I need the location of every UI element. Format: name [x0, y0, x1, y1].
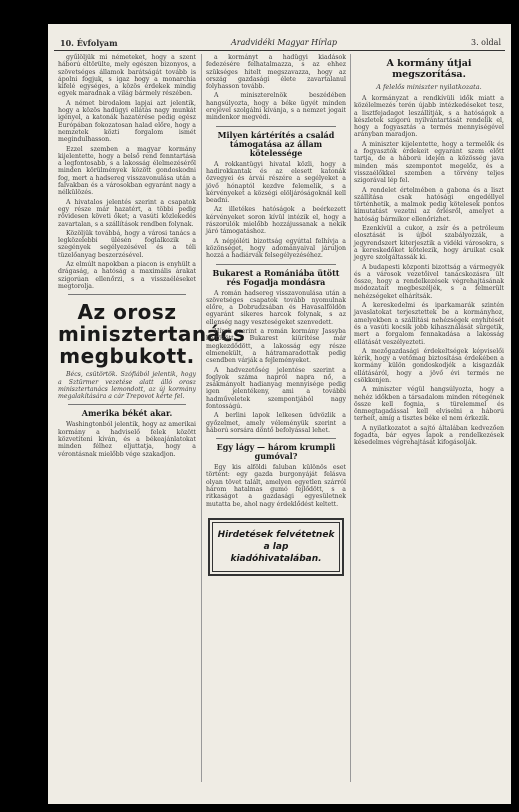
article-paragraph: Ezenkívül a cukor, a zsír és a petróleum elosztását is újból szabályozzák, a jegyrendszert kiterjesztik a vidéki városokra, s a kereskedőket kötelezik, hogy áruikat csak jegyre szolgáltassák ki.	[354, 225, 504, 262]
article-paragraph: A mezőgazdasági érdekeltségek képviselői kérik, hogy a vetőmag biztosítása érdekében a kormány külön gondoskodjék a kisgazdák ellátásáról, hogy a jövő évi termés ne csökkenjen.	[354, 347, 504, 384]
article-paragraph: A nyilatkozatot a sajtó általában kedvezően fogadta, bár egyes lapok a rendelkezések késedelmes végrehajtását kifogásolják.	[354, 424, 504, 447]
article-paragraph: A kereskedelmi és iparkamarák szintén javaslatokat terjesztettek be a kormányhoz, amelyekben a szállítási nehézségek enyhítését és a vasúti kocsik jobb kihasználását sürgetik, mert a forgalom fennakadása a lakosság ellátását veszélyezteti.	[354, 302, 504, 346]
article-paragraph: A miniszterelnök beszédében hangsúlyozta, hogy a béke ügyét minden erejével szolgálni kívánja, s a nemzet jogait mindenkor megvédi.	[206, 92, 346, 122]
section-rule	[216, 264, 336, 265]
headline-intro: Bécs, csütörtök. Szófiából jelentik, hogy a Sztürmer vezetése alatt álló orosz minisztertanács lemondott, az új kormány megalakítására a cár Trepovot kérte fel.	[58, 371, 196, 401]
article-paragraph: A miniszter végül hangsúlyozta, hogy a nehéz időkben a társadalom minden rétegének össze kell fognia, s türelemmel és önmegtagadással kell elviselni a háború terheit, amíg a tisztes béke el nem érkezik.	[354, 386, 504, 423]
subheadline: A felelős miniszter nyilatkozata.	[376, 83, 482, 91]
article-paragraph: A népjóléti bizottság egyúttal felhívja a közönséget, hogy adományaival járuljon hozzá a hadiárvák felsegélyezéséhez.	[206, 237, 346, 260]
newspaper-title: Aradvidéki Magyar Hírlap	[231, 38, 337, 47]
advertisement-text: Hirdetések felvétetnek a lap kiadóhivatalában.	[212, 522, 340, 572]
article-paragraph: Az elmúlt napokban a piacon is enyhült a drágaság, a hatóság a maximális árakat szigorúan ellenőrzi, s a visszaéléseket megtorolja.	[58, 261, 196, 290]
headline-compensation: Milyen kártérítés a család támogatása az állam kötelessége	[217, 129, 335, 158]
article-paragraph: A hadvezetőség jelentése szerint a foglyok száma napról napra nő, a zsákmányolt hadianyag mennyisége pedig igen jelentékeny, ami a további hadműveletek szempontjából nagy fontosságú.	[206, 366, 346, 410]
section-rule	[68, 404, 186, 405]
article-paragraph: A miniszter kijelentette, hogy a termelők és a fogyasztók érdekeit egyaránt szem előtt tartja, de a háború idején a közösség java minden más szempontot megelőz, és a visszaélőkkel szemben a törvény teljes szigorával lép fel.	[354, 140, 504, 185]
column-2	[206, 54, 346, 782]
column-1	[58, 54, 246, 782]
article-paragraph: A hivatalos jelentés szerint a csapatok egy része már hazatért, a többi pedig rövidesen követi őket; a vasúti közlekedés zavartalan, s a szállítások rendben folynak.	[58, 198, 196, 228]
article-paragraph: Hírek szerint a román kormány Jassyba költözött, Bukarest kiürítése már megkezdődött, a lakosság egy része elmenekült, a hátramaradottak pedig csendben várják a fejleményeket.	[206, 328, 346, 365]
section-rule	[216, 438, 336, 439]
headline-russian-cabinet: Az orosz minisztertanács megbukott.	[58, 300, 246, 369]
newspaper-page	[48, 24, 511, 804]
article-paragraph: A budapesti központi bizottság a vármegyék és a városok vezetőivel tanácskozásra ült össze, hogy a rendelkezések végrehajtásának módozatait megbeszéljék, s a felmerült nehézségeket elhárítsák.	[354, 263, 504, 300]
article-paragraph: A kormányzat a rendkívüli idők miatt a közélelmezés terén újabb intézkedéseket tesz, a lisztfejadagot leszállítják, s a hatóságok a készletek szigorú nyilvántartását rendelik el, hogy a fogyasztás a termés mennyiségével arányban maradjon.	[354, 95, 504, 139]
advertisement-box	[208, 518, 344, 576]
article-paragraph: Az illetékes hatóságok a beérkezett kérvényeket soron kívül intézik el, hogy a rászorulók mielőbb hozzájussanak a nekik járó támogatáshoz.	[206, 206, 346, 236]
article-paragraph: A rokkantügyi hivatal közli, hogy a hadirokkantak és az elesett katonák özvegyei és árvái részére a segélyeket a jövő hónaptól kezdve felemelik, s a kérvényeket a községi elöljáróságoknál kell beadni.	[206, 160, 346, 205]
section-rule	[216, 126, 336, 127]
issue-label: 10. Évfolyam	[60, 38, 118, 48]
headline-government: A kormány útjai megszorítása.	[386, 58, 472, 80]
article-paragraph: A berlini lapok lelkesen üdvözlik a győzelmet, amely véleményük szerint a háború sorsára döntő befolyással lehet.	[206, 412, 346, 434]
page-header	[54, 36, 505, 51]
article-paragraph: gyűlöljük mi németeket, hogy a szent háború eltörülte, mely egészen bizonyos, a szövetséges államok barátságát tovább is ápolni fogjuk, s igaz hogy a monarchia kifelé egységes, a közös érdekek mindig egyek maradnak a világ bármely részében.	[58, 54, 196, 98]
article-paragraph: Egy kis alföldi faluban különös eset történt: egy gazda burgonyáját felásva olyan tövet talált, amelyen egyetlen szárról három hatalmas gumó fejlődött, s a ritkaságot a gazdasági egyesületnek mutatta be, ahol nagy érdeklődést keltett.	[206, 464, 346, 508]
headline-america: Amerika békét akar.	[81, 408, 173, 419]
article-paragraph: A román hadsereg visszavonulása után a szövetséges csapatok tovább nyomulnak előre, a Dobrudzsában és Havasalföldön egyaránt sikeres harcok folynak, s az ellenség nagy veszteségeket szenvedett.	[206, 289, 346, 326]
article-paragraph: Ezzel szemben a magyar kormány kijelentette, hogy a belső rend fenntartása a legfontosabb, s a lakosság élelmezéséről minden körülmények között gondoskodni fog, mert a hadsereg visszavonulása után a falvakban és a városokban egyaránt nagy a nélkülözés.	[58, 145, 196, 197]
page-number: 3. oldal	[471, 38, 501, 47]
article-paragraph: Washingtonból jelentik, hogy az amerikai kormány a hadviselő felek között közvetíteni kíván, és a békeajánlatokat minden félhez eljuttatja, hogy a vérontásnak mielőbb vége szakadjon.	[58, 421, 196, 458]
article-paragraph: A rendelet értelmében a gabona és a liszt szállítása csak hatósági engedéllyel történhetik, a malmok pedig kötelesek pontos kimutatást vezetni az őrlésről, amelyet a hatóság bármikor ellenőrizhet.	[354, 186, 504, 223]
headline-potato: Egy lágy — három krumpli gumóval?	[216, 442, 336, 462]
column-divider	[350, 54, 351, 782]
section-rule	[68, 294, 186, 295]
column-divider	[201, 54, 202, 782]
headline-bucharest: Bukarest a Romániába ütött rés Fogadja mondásra	[212, 267, 340, 287]
article-paragraph: Közöljük továbbá, hogy a városi tanács a legközelebbi ülésén foglalkozik a szegények segélyezésével és a téli tüzelőanyag beszerzésével.	[58, 229, 196, 259]
column-3	[354, 54, 504, 782]
article-paragraph: A német birodalom lapjai azt jelentik, hogy a közös hadügyi ellátás nagy munkát igényel, a katonák hazatérése pedig egész Európában fokozatosan halad előre, hogy a nemzetek közti forgalom ismét megindulhasson.	[58, 99, 196, 144]
article-paragraph: a kormányt a hadügyi kiadások fedezésére felhatalmazza, s az ehhez szükséges hitelt megszavazza, hogy az ország gazdasági élete zavartalanul folyhasson tovább.	[206, 54, 346, 91]
